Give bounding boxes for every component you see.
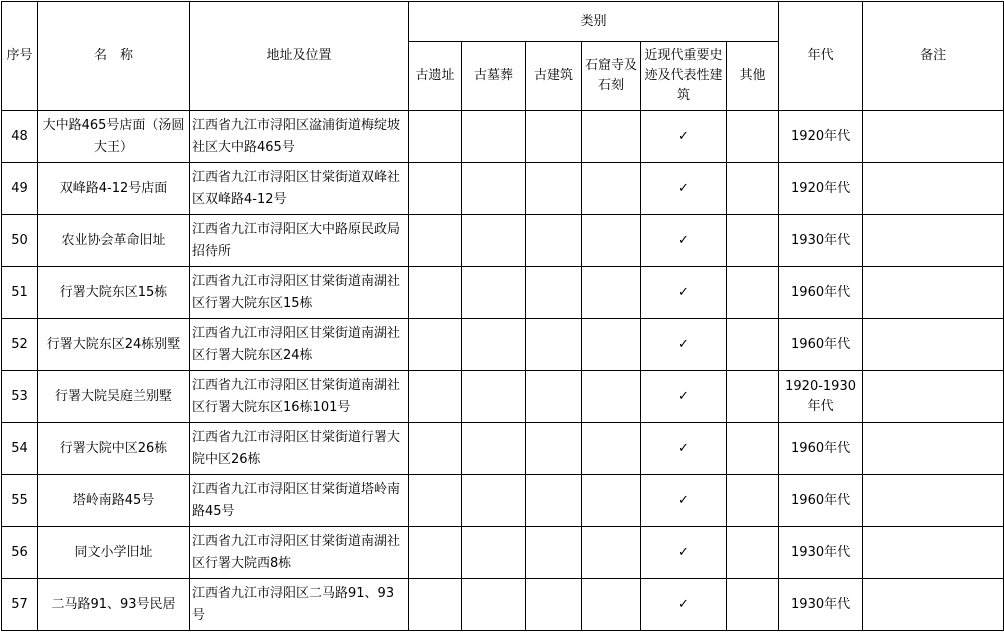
row-cat-ancient-building: [526, 475, 582, 527]
row-cat-modern-check: ✓: [641, 163, 727, 215]
header-remarks: 备注: [863, 2, 1004, 111]
row-cat-other: [727, 371, 779, 423]
row-address: 江西省九江市浔阳区甘棠街道南湖社区行署大院东区24栋: [190, 319, 409, 371]
header-era: 年代: [779, 2, 863, 111]
row-seq: 54: [2, 423, 38, 475]
row-name: 行署大院吴庭兰别墅: [38, 371, 190, 423]
row-cat-modern-check: ✓: [641, 111, 727, 163]
row-era: 1920-1930年代: [779, 371, 863, 423]
header-cat-other: 其他: [727, 42, 779, 111]
row-seq: 55: [2, 475, 38, 527]
row-name: 行署大院中区26栋: [38, 423, 190, 475]
row-cat-other: [727, 475, 779, 527]
row-cat-other: [727, 579, 779, 631]
row-cat-ancient-building: [526, 215, 582, 267]
row-cat-other: [727, 163, 779, 215]
row-cat-grotto: [582, 215, 641, 267]
row-cat-ancient-tomb: [462, 527, 526, 579]
row-cat-ancient-tomb: [462, 319, 526, 371]
row-seq: 56: [2, 527, 38, 579]
row-cat-ancient-site: [409, 111, 462, 163]
row-address: 江西省九江市浔阳区甘棠街道塔岭南路45号: [190, 475, 409, 527]
row-cat-ancient-site: [409, 527, 462, 579]
row-remarks: [863, 527, 1004, 579]
table-row: [2, 267, 1004, 319]
header-category: 类别: [409, 2, 779, 42]
table-row: [2, 423, 1004, 475]
table-row: [2, 579, 1004, 631]
row-cat-ancient-tomb: [462, 423, 526, 475]
row-cat-modern-check: ✓: [641, 423, 727, 475]
row-seq: 52: [2, 319, 38, 371]
row-cat-grotto: [582, 423, 641, 475]
table-row: [2, 111, 1004, 163]
header-cat-modern: 近现代重要史迹及代表性建筑: [641, 42, 727, 111]
row-name: 农业协会革命旧址: [38, 215, 190, 267]
row-cat-other: [727, 215, 779, 267]
table-body: [2, 111, 1004, 631]
row-address: 江西省九江市浔阳区甘棠街道南湖社区行署大院东区16栋101号: [190, 371, 409, 423]
row-cat-ancient-site: [409, 267, 462, 319]
row-address: 江西省九江市浔阳区甘棠街道行署大院中区26栋: [190, 423, 409, 475]
row-cat-ancient-building: [526, 267, 582, 319]
row-remarks: [863, 423, 1004, 475]
header-cat-ancient-building: 古建筑: [526, 42, 582, 111]
row-cat-modern-check: ✓: [641, 319, 727, 371]
row-cat-modern-check: ✓: [641, 527, 727, 579]
row-cat-ancient-tomb: [462, 163, 526, 215]
heritage-table: [1, 1, 1004, 631]
row-cat-ancient-building: [526, 527, 582, 579]
header-name: 名 称: [38, 2, 190, 111]
header-cat-grotto: 石窟寺及石刻: [582, 42, 641, 111]
row-cat-grotto: [582, 163, 641, 215]
row-era: 1930年代: [779, 527, 863, 579]
row-address: 江西省九江市浔阳区甘棠街道南湖社区行署大院西8栋: [190, 527, 409, 579]
row-seq: 53: [2, 371, 38, 423]
row-cat-ancient-site: [409, 215, 462, 267]
row-era: 1960年代: [779, 475, 863, 527]
row-remarks: [863, 579, 1004, 631]
row-remarks: [863, 319, 1004, 371]
header-address: 地址及位置: [190, 2, 409, 111]
row-cat-ancient-tomb: [462, 475, 526, 527]
row-era: 1920年代: [779, 163, 863, 215]
row-cat-grotto: [582, 267, 641, 319]
row-cat-other: [727, 423, 779, 475]
row-cat-grotto: [582, 111, 641, 163]
row-cat-ancient-tomb: [462, 579, 526, 631]
row-cat-ancient-tomb: [462, 215, 526, 267]
row-era: 1960年代: [779, 423, 863, 475]
row-cat-ancient-building: [526, 319, 582, 371]
row-cat-grotto: [582, 371, 641, 423]
row-era: 1930年代: [779, 579, 863, 631]
table-row: [2, 319, 1004, 371]
header-cat-ancient-site: 古遗址: [409, 42, 462, 111]
table-row: [2, 215, 1004, 267]
row-cat-ancient-tomb: [462, 111, 526, 163]
row-cat-other: [727, 319, 779, 371]
row-name: 行署大院东区15栋: [38, 267, 190, 319]
row-cat-ancient-building: [526, 163, 582, 215]
header-seq: 序号: [2, 2, 38, 111]
row-era: 1930年代: [779, 215, 863, 267]
row-cat-ancient-building: [526, 111, 582, 163]
row-remarks: [863, 111, 1004, 163]
row-cat-ancient-tomb: [462, 267, 526, 319]
row-cat-ancient-site: [409, 371, 462, 423]
row-seq: 50: [2, 215, 38, 267]
row-cat-ancient-site: [409, 319, 462, 371]
row-cat-other: [727, 527, 779, 579]
row-cat-modern-check: ✓: [641, 579, 727, 631]
row-cat-ancient-building: [526, 371, 582, 423]
header-cat-ancient-tomb: 古墓葬: [462, 42, 526, 111]
row-remarks: [863, 215, 1004, 267]
row-address: 江西省九江市浔阳区大中路原民政局招待所: [190, 215, 409, 267]
row-cat-modern-check: ✓: [641, 371, 727, 423]
row-name: 行署大院东区24栋别墅: [38, 319, 190, 371]
row-cat-ancient-building: [526, 423, 582, 475]
row-cat-modern-check: ✓: [641, 215, 727, 267]
row-cat-ancient-building: [526, 579, 582, 631]
row-cat-modern-check: ✓: [641, 267, 727, 319]
row-name: 同文小学旧址: [38, 527, 190, 579]
row-seq: 51: [2, 267, 38, 319]
row-seq: 49: [2, 163, 38, 215]
row-seq: 57: [2, 579, 38, 631]
row-name: 双峰路4-12号店面: [38, 163, 190, 215]
row-remarks: [863, 371, 1004, 423]
row-cat-modern-check: ✓: [641, 475, 727, 527]
row-cat-other: [727, 267, 779, 319]
table-row: [2, 371, 1004, 423]
row-cat-grotto: [582, 527, 641, 579]
row-name: 塔岭南路45号: [38, 475, 190, 527]
row-cat-grotto: [582, 475, 641, 527]
row-name: 大中路465号店面（汤圆大王）: [38, 111, 190, 163]
table-row: [2, 475, 1004, 527]
row-era: 1960年代: [779, 267, 863, 319]
row-remarks: [863, 475, 1004, 527]
table-row: [2, 163, 1004, 215]
row-address: 江西省九江市浔阳区甘棠街道南湖社区行署大院东区15栋: [190, 267, 409, 319]
row-cat-grotto: [582, 319, 641, 371]
row-era: 1920年代: [779, 111, 863, 163]
row-address: 江西省九江市浔阳区甘棠街道双峰社区双峰路4-12号: [190, 163, 409, 215]
row-cat-ancient-site: [409, 475, 462, 527]
row-remarks: [863, 267, 1004, 319]
row-remarks: [863, 163, 1004, 215]
row-cat-ancient-site: [409, 163, 462, 215]
row-era: 1960年代: [779, 319, 863, 371]
table-row: [2, 527, 1004, 579]
row-cat-other: [727, 111, 779, 163]
row-seq: 48: [2, 111, 38, 163]
row-address: 江西省九江市浔阳区二马路91、93号: [190, 579, 409, 631]
row-cat-ancient-site: [409, 423, 462, 475]
row-cat-ancient-site: [409, 579, 462, 631]
row-address: 江西省九江市浔阳区湓浦街道梅绽坡社区大中路465号: [190, 111, 409, 163]
row-name: 二马路91、93号民居: [38, 579, 190, 631]
row-cat-grotto: [582, 579, 641, 631]
row-cat-ancient-tomb: [462, 371, 526, 423]
